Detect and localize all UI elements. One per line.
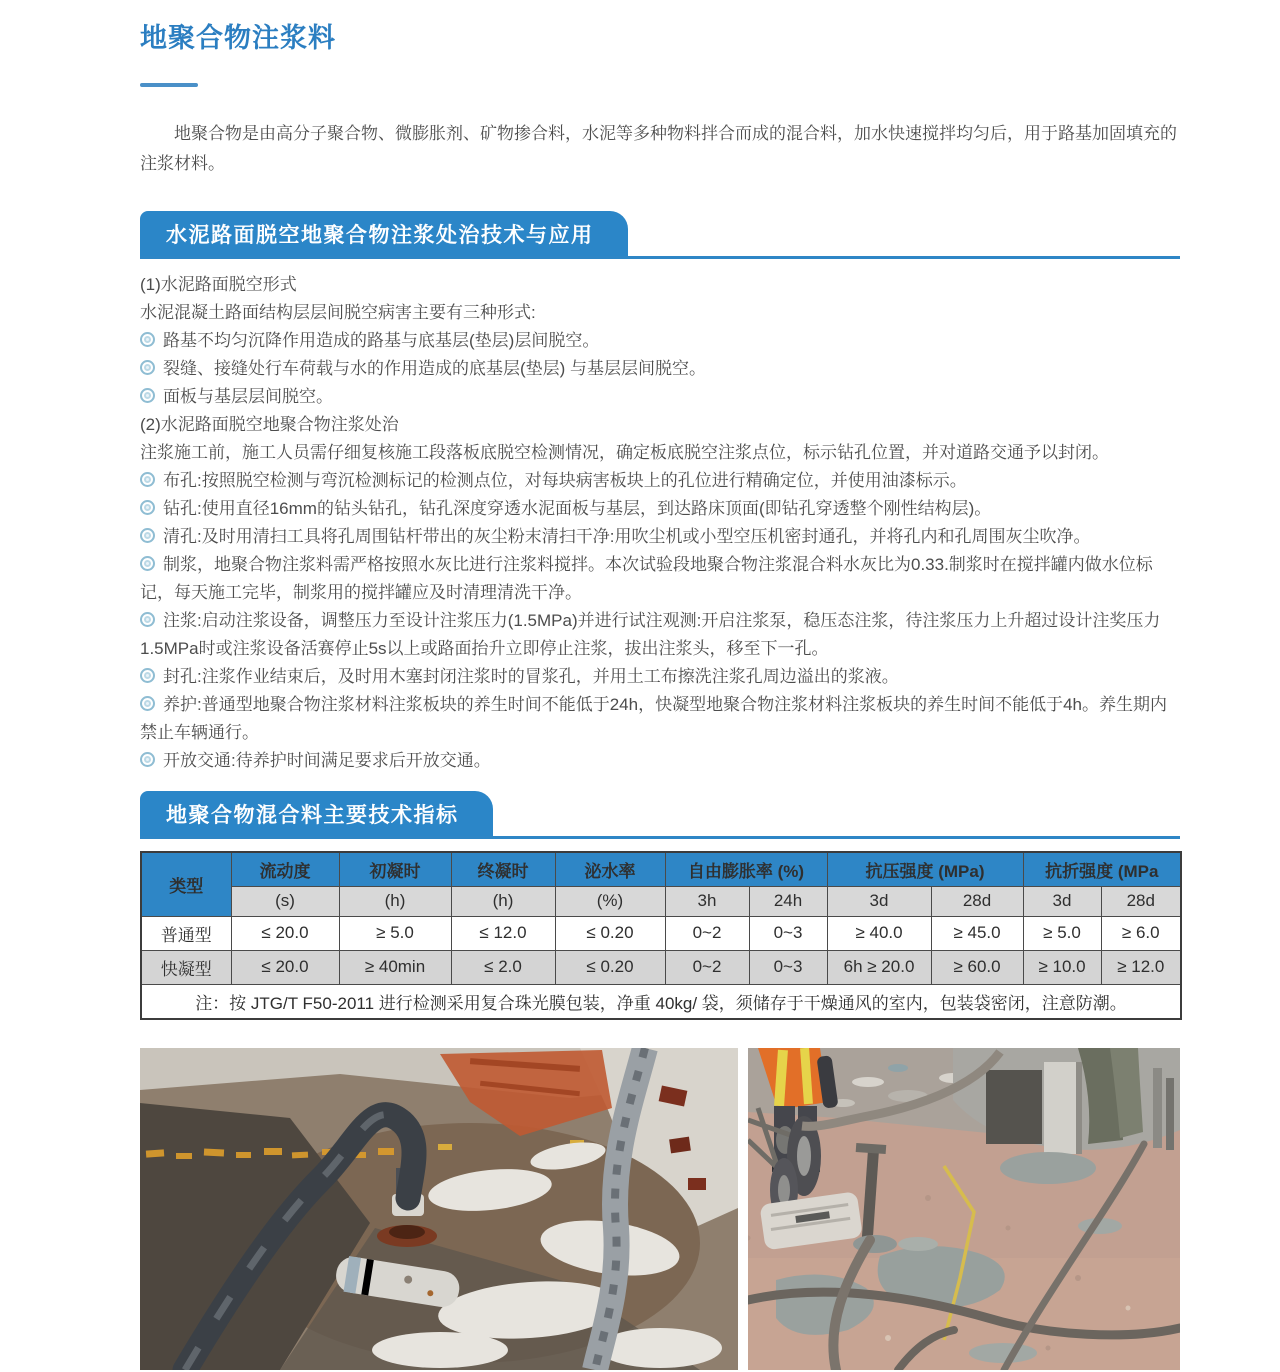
bullet-item (140, 747, 1180, 775)
bullet-item (140, 663, 1180, 691)
bullet-text: 钻孔:使用直径16mm的钻头钻孔，钻孔深度穿透水泥面板与基层，到达路床顶面(即钻孔穿透整个刚性结构层)。 (163, 498, 992, 518)
part2-title: (2)水泥路面脱空地聚合物注浆处治 (140, 414, 399, 434)
bullet-item (140, 523, 1180, 551)
part2-lead: 注浆施工前，施工人员需仔细复核施工段落板底脱空检测情况，确定板底脱空注浆点位，标示钻孔位置，并对道路交通予以封闭。 (140, 442, 1109, 462)
bullet-item (140, 327, 1180, 355)
bullet-ring-icon (140, 500, 155, 515)
section1-body (140, 271, 1180, 775)
bullet-item (140, 467, 1180, 495)
photo-gallery (140, 1048, 1180, 1370)
page-title: 地聚合物注浆料 (140, 23, 336, 53)
bullet-text: 面板与基层层间脱空。 (163, 386, 333, 406)
document-page (140, 0, 1180, 1370)
cell: 6h ≥ 20.0 (827, 950, 931, 984)
table-row-quickset-type (141, 950, 1181, 984)
bullet-ring-icon (140, 388, 155, 403)
bullet-text: 路基不均匀沉降作用造成的路基与底基层(垫层)层间脱空。 (163, 330, 600, 350)
bullet-text: 布孔:按照脱空检测与弯沉检测标记的检测点位，对每块病害板块上的孔位进行精确定位，并使用油漆标示。 (163, 470, 967, 490)
bullet-ring-icon (140, 556, 155, 571)
bullet-ring-icon (140, 668, 155, 683)
sub-header: 3d (1023, 886, 1101, 916)
col-header-flexural: 抗折强度 (MPa (1023, 852, 1181, 887)
cell: ≥ 5.0 (1023, 916, 1101, 950)
cell: ≤ 2.0 (451, 950, 555, 984)
cell: ≥ 45.0 (931, 916, 1023, 950)
cell: ≥ 6.0 (1101, 916, 1181, 950)
row-type-label: 快凝型 (141, 950, 231, 984)
title-underline-dash (140, 83, 198, 87)
cell: 0~3 (749, 916, 827, 950)
bullet-text: 开放交通:待养护时间满足要求后开放交通。 (163, 750, 491, 770)
bullet-item (140, 551, 1180, 607)
sub-header: (h) (451, 886, 555, 916)
sub-header: (s) (231, 886, 339, 916)
cell: ≥ 60.0 (931, 950, 1023, 984)
bullet-text: 养护:普通型地聚合物注浆材料注浆板块的养生时间不能低于24h，快凝型地聚合物注浆材料注浆板块的养生时间不能低于4h。养生期内禁止车辆通行。 (140, 694, 1167, 742)
bullet-item (140, 691, 1180, 747)
bullet-item (140, 383, 1180, 411)
cell: ≥ 10.0 (1023, 950, 1101, 984)
sub-header: 3h (665, 886, 749, 916)
bullet-item (140, 607, 1180, 663)
cell: ≤ 0.20 (555, 950, 665, 984)
col-header-type: 类型 (141, 852, 231, 917)
section2-heading: 地聚合物混合料主要技术指标 (140, 791, 493, 836)
cell: ≤ 20.0 (231, 916, 339, 950)
sub-header: (%) (555, 886, 665, 916)
col-header-initial-set: 初凝时 (339, 852, 451, 887)
part1-title: (1)水泥路面脱空形式 (140, 274, 297, 294)
col-header-final-set: 终凝时 (451, 852, 555, 887)
table-header-row-1 (141, 852, 1181, 887)
cell: ≥ 5.0 (339, 916, 451, 950)
row-type-label: 普通型 (141, 916, 231, 950)
cell: ≤ 0.20 (555, 916, 665, 950)
bullet-text: 清孔:及时用清扫工具将孔周围钻杆带出的灰尘粉末清扫干净:用吹尘机或小型空压机密封通孔，并将孔内和孔周围灰尘吹净。 (163, 526, 1091, 546)
bullet-ring-icon (140, 696, 155, 711)
bullet-ring-icon (140, 472, 155, 487)
table-note: 注：按 JTG/T F50-2011 进行检测采用复合珠光膜包装，净重 40kg/ 袋，须储存于干燥通风的室内，包装袋密闭，注意防潮。 (141, 984, 1181, 1019)
section1-banner-row (140, 211, 1180, 259)
table-row-normal-type (141, 916, 1181, 950)
bullet-text: 注浆:启动注浆设备，调整压力至设计注浆压力(1.5MPa)并进行试注观测:开启注浆泵，稳压态注浆，待注浆压力上升超过设计注奖压力1.5MPa时或注浆设备活赛停止5s以上或路面抬升立即停止注浆，拔出注浆头，移至下一孔。 (140, 610, 1161, 658)
section1-heading: 水泥路面脱空地聚合物注浆处治技术与应用 (140, 211, 628, 256)
table-header-row-2 (141, 886, 1181, 916)
bullet-ring-icon (140, 528, 155, 543)
col-header-fluidity: 流动度 (231, 852, 339, 887)
bullet-text: 裂缝、接缝处行车荷载与水的作用造成的底基层(垫层) 与基层层间脱空。 (163, 358, 707, 378)
bullet-text: 封孔:注浆作业结束后，及时用木塞封闭注浆时的冒浆孔，并用土工布擦洗注浆孔周边溢出的浆液。 (163, 666, 899, 686)
table-note-row (141, 984, 1181, 1019)
bullet-item (140, 495, 1180, 523)
cell: 0~2 (665, 950, 749, 984)
sub-header: 28d (1101, 886, 1181, 916)
cell: ≥ 12.0 (1101, 950, 1181, 984)
sub-header: 3d (827, 886, 931, 916)
technical-specs-table (140, 851, 1182, 1020)
cell: ≤ 20.0 (231, 950, 339, 984)
photo-grout-injection-port (140, 1048, 738, 1370)
cell: ≤ 12.0 (451, 916, 555, 950)
bullet-ring-icon (140, 360, 155, 375)
col-header-expansion: 自由膨胀率 (%) (665, 852, 827, 887)
bullet-ring-icon (140, 332, 155, 347)
sub-header: 28d (931, 886, 1023, 916)
sub-header: (h) (339, 886, 451, 916)
part1-lead: 水泥混凝土路面结构层层间脱空病害主要有三种形式: (140, 302, 536, 322)
intro-paragraph: 地聚合物是由高分子聚合物、微膨胀剂、矿物掺合料，水泥等多种物料拌合而成的混合料，加水快速搅拌均匀后，用于路基加固填充的注浆材料。 (140, 124, 1177, 173)
col-header-compressive: 抗压强度 (MPa) (827, 852, 1023, 887)
section2-banner-row (140, 791, 1180, 839)
bullet-item (140, 355, 1180, 383)
cell: ≥ 40.0 (827, 916, 931, 950)
cell: 0~3 (749, 950, 827, 984)
cell: 0~2 (665, 916, 749, 950)
photo-grouting-site-worker (748, 1048, 1180, 1370)
bullet-ring-icon (140, 612, 155, 627)
sub-header: 24h (749, 886, 827, 916)
bullet-ring-icon (140, 752, 155, 767)
col-header-bleeding: 泌水率 (555, 852, 665, 887)
cell: ≥ 40min (339, 950, 451, 984)
bullet-text: 制浆，地聚合物注浆料需严格按照水灰比进行注浆料搅拌。本次试验段地聚合物注浆混合料水灰比为0.33.制浆时在搅拌罐内做水位标记，每天施工完毕，制浆用的搅拌罐应及时清理清洗干净。 (140, 554, 1153, 602)
